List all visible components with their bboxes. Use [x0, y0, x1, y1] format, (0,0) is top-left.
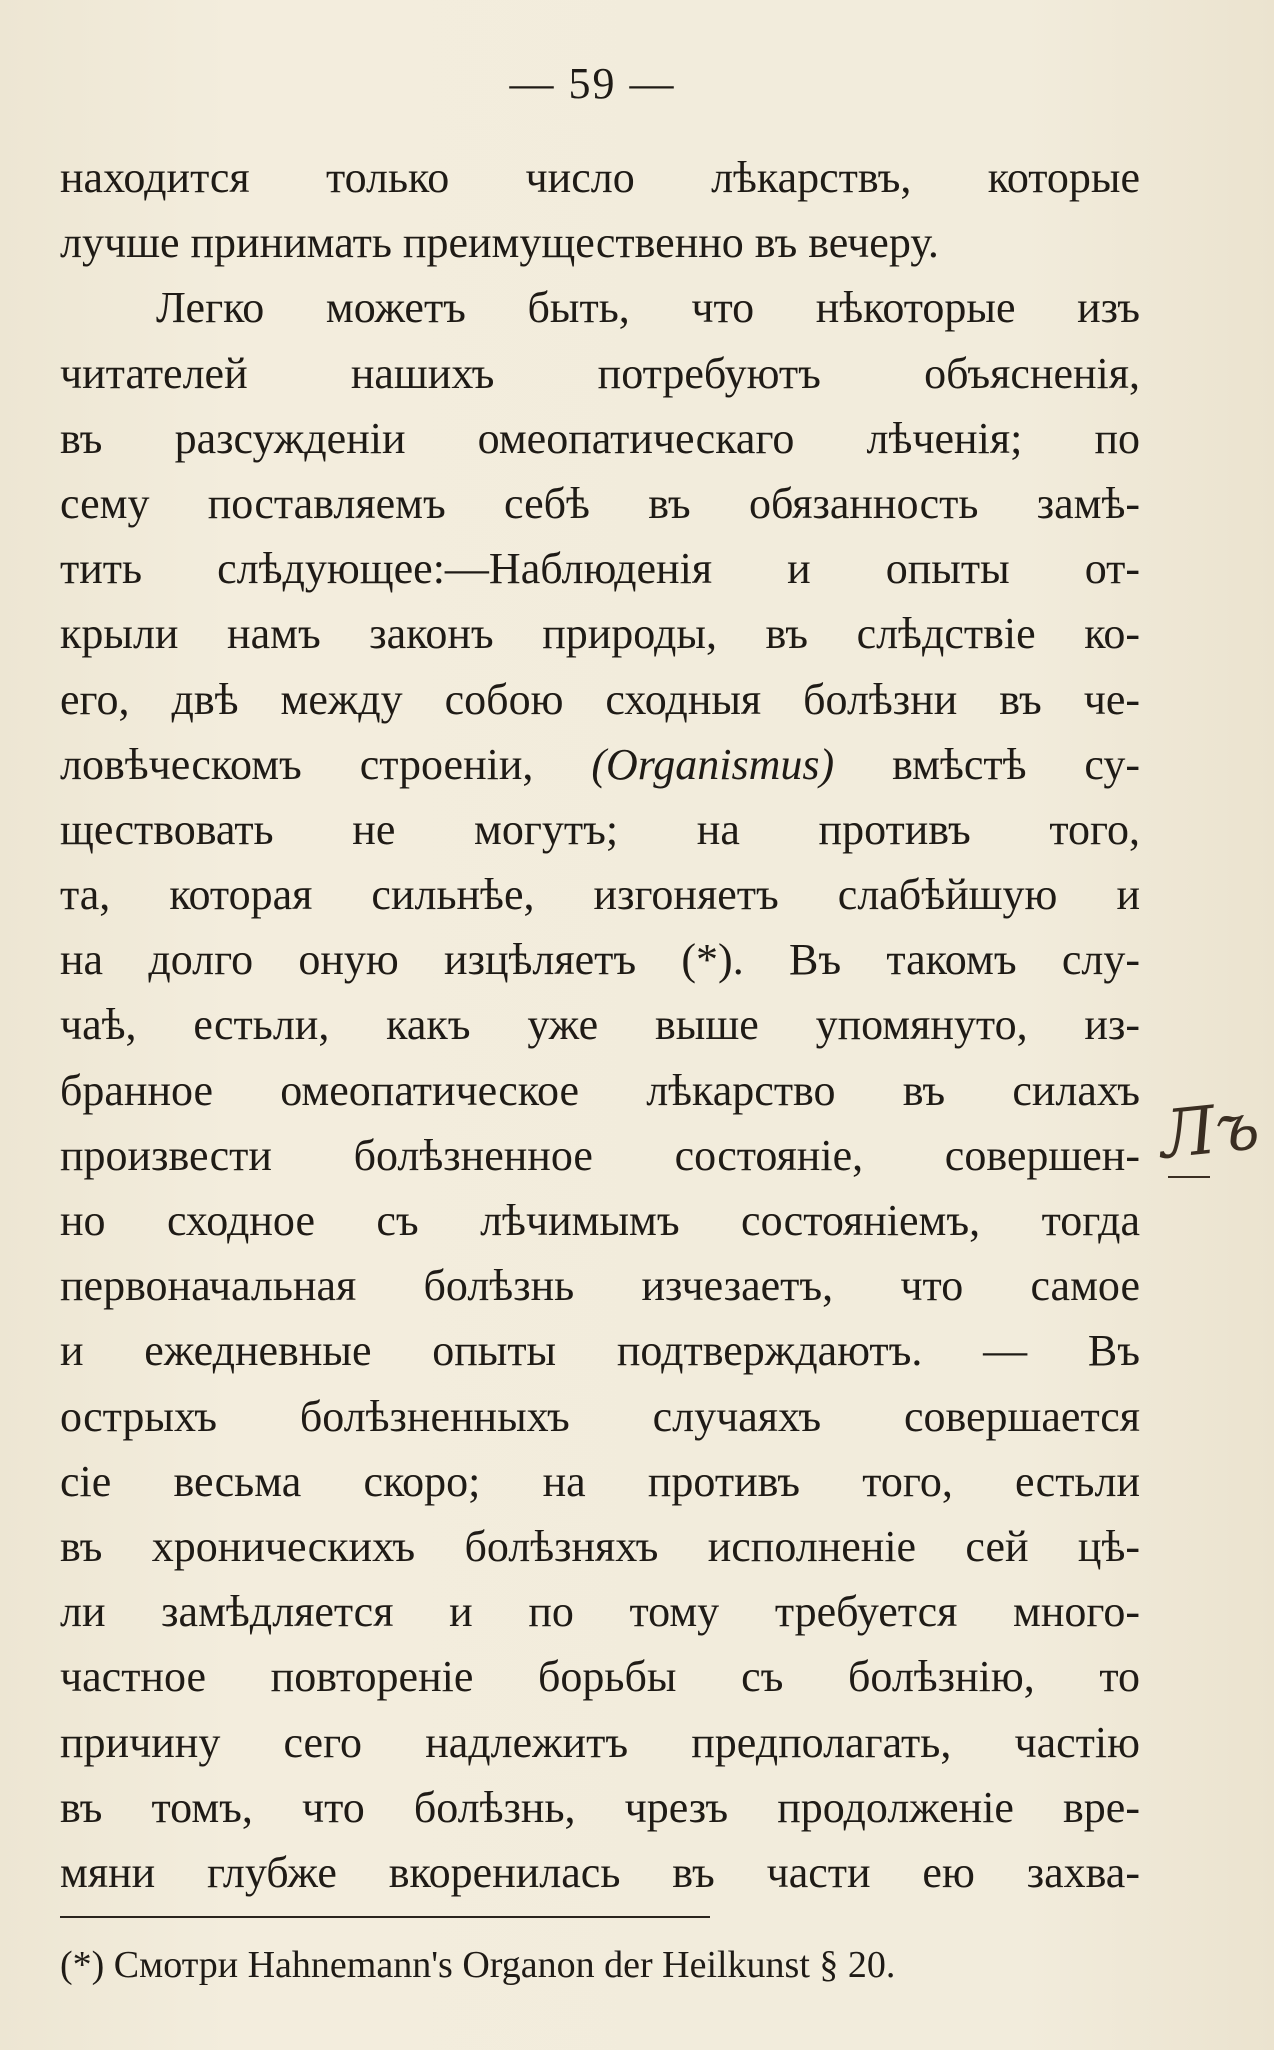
text-line: мяни глубже вкоренилась въ части ею захва-	[60, 1847, 1140, 1897]
text-line: на долго оную изцѣляетъ (*). Въ такомъ слу-	[60, 935, 1140, 985]
text-line: бранное омеопатическое лѣкарство въ силахъ	[60, 1065, 1140, 1115]
text-line: Легко можетъ быть, что нѣкоторые изъ	[156, 283, 1140, 333]
text-line: чаѣ, естьли, какъ уже выше упомянуто, из-	[60, 1000, 1140, 1050]
footnote: (*) Смотри Hahnemann's Organon der Heilkunst § 20.	[60, 1944, 896, 1986]
text-line: сему поставляемъ себѣ въ обязанность замѣ-	[60, 478, 1140, 528]
text-line: сіе весьма скоро; на противъ того, естьли	[60, 1456, 1140, 1506]
text-line: причину сего надлежитъ предполагать, частію	[60, 1717, 1140, 1767]
text-line: въ хроническихъ болѣзняхъ исполненіе сей цѣ-	[60, 1521, 1140, 1571]
text-line: лучше принимать преимущественно въ вечеру.	[60, 218, 939, 268]
latin-term: (Organismus)	[591, 739, 835, 789]
text-line: читателей нашихъ потребуютъ объясненія,	[60, 348, 1140, 398]
text-line: и ежедневные опыты подтверждаютъ. — Въ	[60, 1326, 1140, 1376]
handwritten-margin-note: Лъ	[1156, 1087, 1263, 1174]
text-line: въ разсужденіи омеопатическаго лѣченія; по	[60, 413, 1140, 463]
text-line: находится только число лѣкарствъ, которые	[60, 153, 1140, 202]
text-line: ществовать не могутъ; на противъ того,	[60, 804, 1140, 854]
text-segment: вмѣстѣ су-	[892, 739, 1140, 789]
text-line: ли замѣдляется и по тому требуется много-	[60, 1587, 1140, 1637]
text-line: та, которая сильнѣе, изгоняетъ слабѣйшую и	[60, 870, 1140, 920]
text-line: его, двѣ между собою сходныя болѣзни въ че-	[60, 674, 1140, 724]
text-line: первоначальная болѣзнь изчезаетъ, что самое	[60, 1261, 1140, 1311]
footnote-rule	[60, 1916, 710, 1918]
text-line: въ томъ, что болѣзнь, чрезъ продолженіе вре-	[60, 1782, 1140, 1832]
body-text	[60, 145, 1140, 1905]
text-line: острыхъ болѣзненныхъ случаяхъ совершается	[60, 1391, 1140, 1441]
page-number: — 59 —	[509, 59, 676, 108]
text-line	[60, 732, 1140, 797]
margin-mark	[1168, 1176, 1210, 1178]
text-line: произвести болѣзненное состояніе, совершен-	[60, 1130, 1140, 1180]
text-line: но сходное съ лѣчимымъ состояніемъ, тогда	[60, 1196, 1140, 1245]
text-segment: ловѣческомъ строеніи,	[60, 739, 534, 789]
text-line: крыли намъ законъ природы, въ слѣдствіе ко-	[60, 609, 1140, 659]
text-line: тить слѣдующее:—Наблюденія и опыты от-	[60, 544, 1140, 594]
text-line: частное повтореніе борьбы съ болѣзнію, то	[60, 1652, 1140, 1702]
